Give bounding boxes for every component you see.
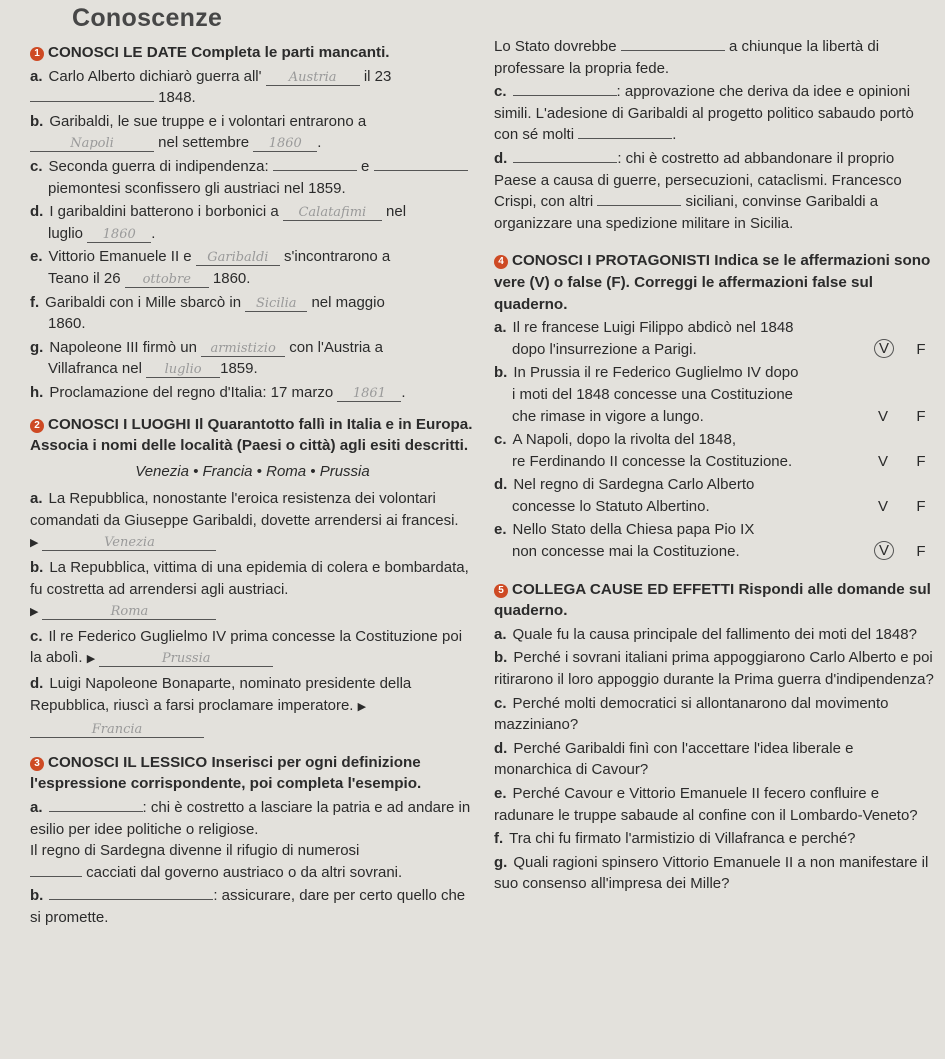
- date-item-c: c. Seconda guerra di indipendenza: e piemontesi sconfissero gli austriaci nel 1859.: [30, 156, 475, 199]
- tf-item-e: e. Nello Stato della Chiesa papa Pio IX V F non concesse mai la Costituzione.: [494, 519, 934, 562]
- answer-blank[interactable]: 1861: [337, 386, 401, 402]
- false-option[interactable]: F: [916, 452, 926, 470]
- answer-blank[interactable]: [30, 876, 82, 877]
- place-item-b: b. La Repubblica, vittima di una epidemia di colera e bombardata, fu costretta ad arrendersi agli austriaci. ▶ Roma: [30, 559, 469, 620]
- section-number-badge: 3: [30, 757, 44, 771]
- place-options: Venezia • Francia • Roma • Prussia: [135, 462, 370, 480]
- question-b: b. Perché i sovrani italiani prima appoggiarono Carlo Alberto e poi ritirarono il loro appoggio durante la Prima guerra d'indipendenza?: [494, 649, 934, 689]
- answer-blank[interactable]: [578, 138, 672, 139]
- true-false-choice: [874, 339, 934, 361]
- answer-blank[interactable]: Austria: [266, 70, 360, 86]
- arrow-icon: ▶: [357, 700, 367, 713]
- section-dates: [30, 42, 475, 64]
- section-heading: CONOSCI I LUOGHI: [48, 415, 191, 433]
- answer-blank[interactable]: [49, 899, 213, 900]
- right-column: [494, 36, 934, 895]
- true-option[interactable]: V: [877, 452, 888, 470]
- page-title: Conoscenze: [72, 4, 223, 32]
- answer-blank[interactable]: [597, 205, 681, 206]
- date-item-d: d. I garibaldini batterono i borbonici a Calatafimi nel luglio 1860 .: [30, 203, 407, 242]
- tf-item-d: d. Nel regno di Sardegna Carlo Alberto V F concesse lo Statuto Albertino.: [494, 474, 934, 517]
- answer-blank[interactable]: Roma: [42, 604, 216, 620]
- tf-item-b: b. In Prussia il re Federico Guglielmo IV dopo i moti del 1848 concesse una Costituzione V F che rimase in vigore a lungo.: [494, 362, 934, 427]
- section-instructions: Rispondi alle domande sul quaderno.: [494, 580, 931, 620]
- answer-blank[interactable]: [374, 170, 468, 171]
- answer-blank[interactable]: Prussia: [99, 651, 273, 667]
- false-option[interactable]: F: [916, 543, 926, 561]
- answer-blank[interactable]: ottobre: [125, 272, 209, 288]
- answer-blank[interactable]: [513, 95, 617, 96]
- question-e: e. Perché Cavour e Vittorio Emanuele II fecero confluire e radunare le truppe sabaude al confine con il Lombardo-Veneto?: [494, 785, 918, 824]
- section-instructions: Inserisci per ogni definizione l'espressione corrispondente, poi completa l'esempio.: [30, 753, 422, 793]
- question-c: c. Perché molti democratici si allontanarono dal movimento mazziniano?: [494, 694, 889, 734]
- section-number-badge: 4: [494, 255, 508, 269]
- date-item-b: b. Garibaldi, le sue truppe e i volontari entrarono a Napoli nel settembre 1860 .: [30, 112, 367, 152]
- answer-blank[interactable]: [49, 811, 143, 812]
- answer-blank[interactable]: Calatafimi: [283, 205, 382, 221]
- false-option[interactable]: F: [916, 497, 926, 515]
- section-heading: CONOSCI IL LESSICO: [48, 753, 208, 771]
- question-g: g. Quali ragioni spinsero Vittorio Emanuele II a non manifestare il suo consenso all'impresa dei Mille?: [494, 853, 929, 893]
- arrow-icon: ▶: [30, 606, 39, 619]
- date-item-f: f. Garibaldi con i Mille sbarcò in Sicilia nel maggio 1860.: [30, 293, 385, 333]
- section-heading: CONOSCI LE DATE: [48, 44, 187, 61]
- date-item-e: e. Vittorio Emanuele II e Garibaldi s'incontrarono a Teano il 26 ottobre 1860.: [30, 248, 391, 287]
- section-instructions: Completa le parti mancanti.: [191, 44, 390, 61]
- vocab-item-b: b. : assicurare, dare per certo quello che si promette.: [30, 887, 466, 926]
- tf-item-c: c. A Napoli, dopo la rivolta del 1848, V F re Ferdinando II concesse la Costituzione.: [494, 429, 934, 472]
- question-d: d. Perché Garibaldi finì con l'accettare l'idea liberale e monarchica di Cavour?: [494, 739, 854, 779]
- true-option[interactable]: V: [877, 407, 888, 425]
- section-protagonists: [494, 250, 934, 315]
- true-false-choice: [874, 496, 934, 518]
- answer-blank[interactable]: Sicilia: [245, 296, 307, 312]
- vocab-item-a: a. : chi è costretto a lasciare la patria e ad andare in esilio per idee politiche o religiose. Il regno di Sardegna divenne il rifugio di numerosi cacciati dal governo austriaco o da altri sovrani.: [30, 799, 471, 881]
- section-number-badge: 1: [30, 47, 44, 61]
- section-instructions: Il Quarantotto fallì in Italia e in Europa. Associa i nomi delle località (Paesi o città) agli esiti descritti.: [30, 415, 473, 455]
- place-item-a: a. La Repubblica, nonostante l'eroica resistenza dei volontari comandati da Giuseppe Garibaldi, dovette arrendersi ai francesi. ▶ Venezia: [30, 490, 459, 551]
- arrow-icon: ▶: [86, 653, 96, 666]
- answer-blank[interactable]: Garibaldi: [196, 250, 280, 266]
- left-column: [30, 36, 475, 929]
- section-number-badge: 5: [494, 584, 508, 598]
- section-cause-effect: [494, 579, 934, 622]
- true-false-choice: [874, 541, 934, 563]
- answer-blank[interactable]: [621, 50, 725, 51]
- answer-blank[interactable]: 1860: [87, 227, 151, 243]
- answer-blank[interactable]: [30, 101, 154, 102]
- section-heading: CONOSCI I PROTAGONISTI: [512, 252, 711, 270]
- arrow-icon: ▶: [30, 537, 39, 550]
- false-option[interactable]: F: [916, 407, 926, 425]
- vocab-example-b: Lo Stato dovrebbe a chiunque la libertà di professare la propria fede.: [494, 38, 880, 77]
- date-item-h: h. Proclamazione del regno d'Italia: 17 marzo 1861 .: [30, 383, 406, 401]
- section-number-badge: 2: [30, 419, 44, 433]
- question-f: f. Tra chi fu firmato l'armistizio di Villafranca e perché?: [494, 830, 856, 848]
- vocab-item-d: d. : chi è costretto ad abbandonare il proprio Paese a causa di guerre, persecuzioni, cataclismi. Francesco Crispi, con altri siciliani, convinse Garibaldi a organizzare una spedizione militare in Sicilia.: [494, 149, 902, 232]
- answer-blank[interactable]: Francia: [30, 722, 204, 738]
- date-item-a: a. Carlo Alberto dichiarò guerra all' Austria il 23 1848.: [30, 67, 392, 107]
- answer-blank[interactable]: Venezia: [42, 535, 216, 551]
- true-false-choice: [874, 451, 934, 473]
- answer-blank[interactable]: [513, 162, 617, 163]
- vocab-item-c: c. : approvazione che deriva da idee e opinioni simili. L'adesione di Garibaldi al progetto politico sabaudo portò con sé molti .: [494, 83, 914, 144]
- answer-blank[interactable]: armistizio: [201, 341, 285, 357]
- answer-blank[interactable]: luglio: [146, 362, 220, 378]
- true-option[interactable]: V: [874, 541, 894, 560]
- answer-blank[interactable]: [273, 170, 357, 171]
- section-instructions: Indica se le affermazioni sono vere (V) o false (F). Correggi le affermazioni false sul quaderno.: [494, 252, 931, 313]
- answer-blank[interactable]: 1860: [253, 136, 317, 152]
- place-item-d: d. Luigi Napoleone Bonaparte, nominato presidente della Repubblica, riuscì a farsi proclamare imperatore. ▶Francia: [30, 675, 412, 738]
- section-vocabulary: [30, 752, 475, 795]
- false-option[interactable]: F: [916, 340, 926, 358]
- section-places: [30, 414, 475, 457]
- answer-blank[interactable]: Napoli: [30, 136, 154, 152]
- true-false-choice: [874, 406, 934, 428]
- question-a: a. Quale fu la causa principale del fallimento dei moti del 1848?: [494, 625, 917, 643]
- place-item-c: c. Il re Federico Guglielmo IV prima concesse la Costituzione poi la abolì. ▶ Prussia: [30, 627, 463, 667]
- date-item-g: g. Napoleone III firmò un armistizio con l'Austria a Villafranca nel luglio 1859.: [30, 338, 384, 378]
- true-option[interactable]: V: [874, 339, 894, 358]
- tf-item-a: a. Il re francese Luigi Filippo abdicò nel 1848 V F dopo l'insurrezione a Parigi.: [494, 317, 934, 360]
- true-option[interactable]: V: [877, 497, 888, 515]
- section-heading: COLLEGA CAUSE ED EFFETTI: [512, 580, 735, 598]
